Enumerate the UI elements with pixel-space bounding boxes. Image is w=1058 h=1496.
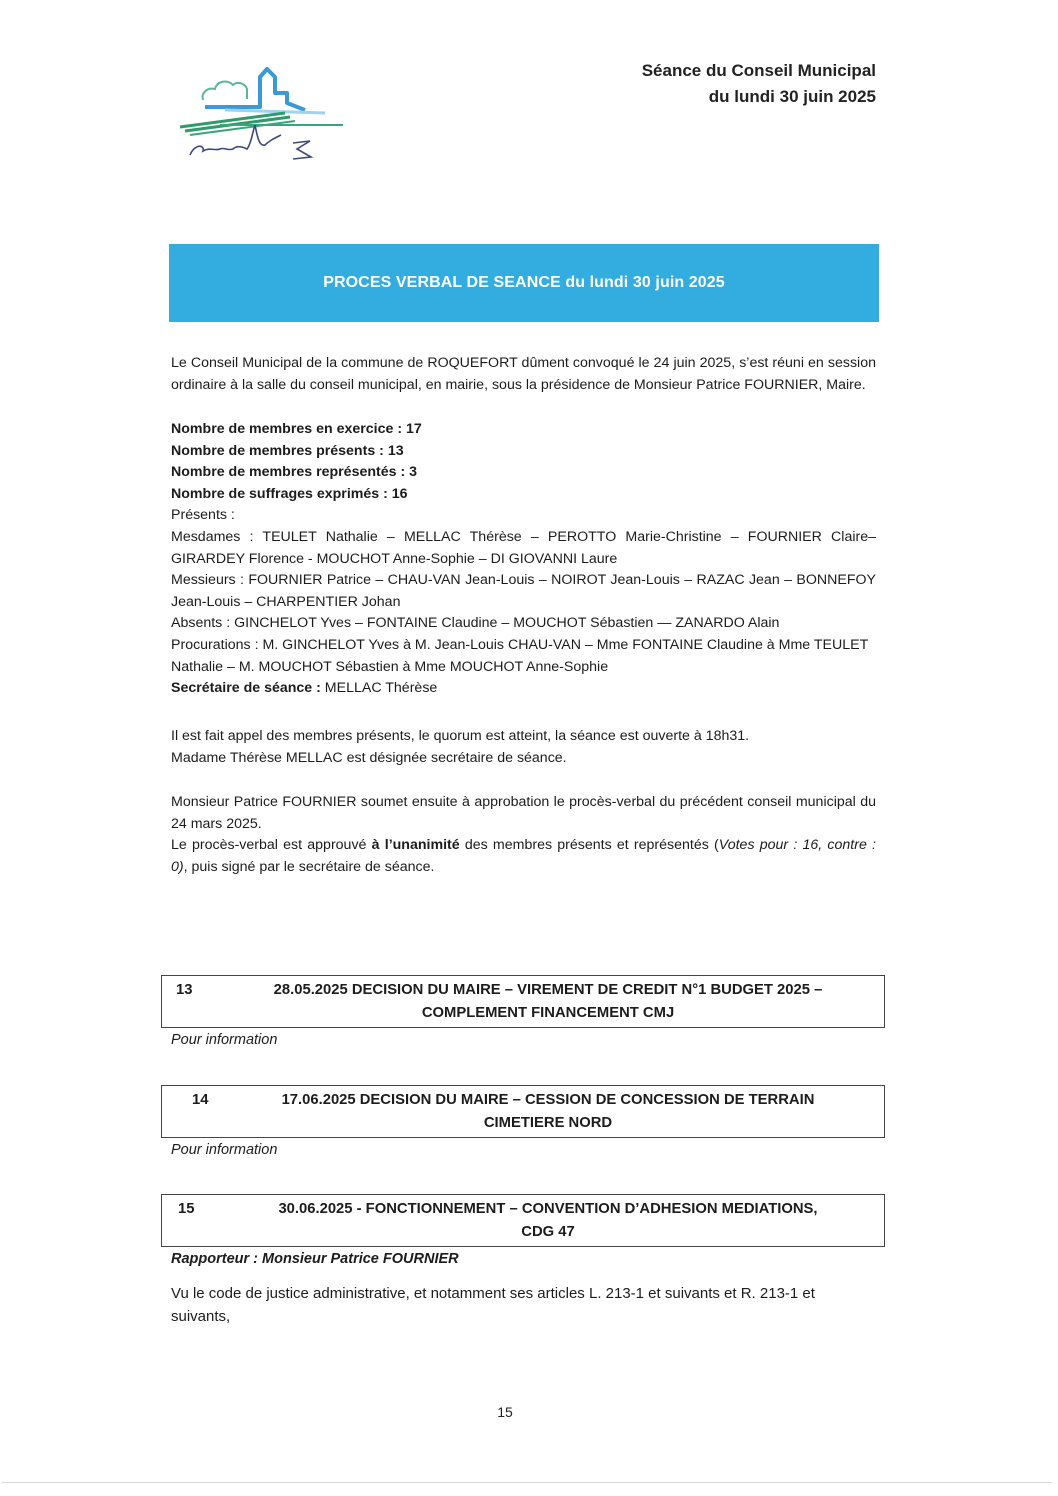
minutes-banner xyxy=(169,244,879,322)
logo-graphic-icon xyxy=(165,55,355,165)
stat-members-in-office: Nombre de membres en exercice : 17 xyxy=(171,421,422,437)
item-14-note: Pour information xyxy=(171,1142,278,1158)
secretary-line: Secrétaire de séance : MELLAC Thérèse xyxy=(171,680,438,697)
item-15-rapporteur: Rapporteur : Monsieur Patrice FOURNIER xyxy=(171,1251,459,1267)
item-title-line2: CDG 47 xyxy=(521,1224,575,1240)
stat-members-represented: Nombre de membres représentés : 3 xyxy=(171,464,418,481)
intro-text: Le Conseil Municipal de la commune de ROQUEFORT dûment convoqué le 24 juin 2025, s’est réuni en session ordinaire à la salle du conseil municipal, en mairie, sous la présidence de Monsieur Patrice FOURNIER, Maire. xyxy=(171,355,876,393)
agenda-item-15 xyxy=(161,1194,885,1247)
mesdames-list: Mesdames : TEULET Nathalie – MELLAC Thérèse – PEROTTO Marie-Christine – FOURNIER Claire– GIRARDEY Florence - MOUCHOT Anne-Sophie – DI GIOVANNI Laure xyxy=(171,528,876,567)
item-number: 14 xyxy=(192,1092,209,1108)
scan-edge-line xyxy=(2,1482,1052,1483)
item-title-line2: CIMETIERE NORD xyxy=(483,1115,613,1131)
session-header xyxy=(642,58,876,110)
presents-label: Présents : xyxy=(171,507,235,524)
agenda-item-13 xyxy=(161,975,885,1028)
page-number: 15 xyxy=(497,1404,513,1420)
item-title-line1: 17.06.2025 DECISION DU MAIRE – CESSION DE CONCESSION DE TERRAIN xyxy=(281,1092,815,1108)
intro-paragraph xyxy=(171,353,876,396)
agenda-item-14 xyxy=(161,1085,885,1138)
attendance-block xyxy=(171,419,876,700)
approval-line1: Monsieur Patrice FOURNIER soumet ensuite à approbation le procès-verbal du précédent conseil municipal du 24 mars 2025. xyxy=(171,794,876,832)
item-title-line2: COMPLEMENT FINANCEMENT CMJ xyxy=(421,1005,675,1021)
opening-line1: Il est fait appel des membres présents, le quorum est atteint, la séance est ouverte à 18h31. xyxy=(171,728,750,744)
absents-list: Absents : GINCHELOT Yves – FONTAINE Claudine – MOUCHOT Sébastien — ZANARDO Alain xyxy=(171,615,780,632)
procurations-list: Procurations : M. GINCHELOT Yves à M. Jean-Louis CHAU-VAN – Mme FONTAINE Claudine à Mme TEULET Nathalie – M. MOUCHOT Sébastien à Mme MOUCHOT Anne-Sophie xyxy=(171,636,868,675)
item-number: 13 xyxy=(176,982,193,998)
item-number: 15 xyxy=(178,1201,195,1217)
session-title-line1: Séance du Conseil Municipal xyxy=(641,61,876,80)
roquefort-logo xyxy=(165,55,355,165)
stat-members-present: Nombre de membres présents : 13 xyxy=(171,442,404,459)
item-title-line1: 30.06.2025 - FONCTIONNEMENT – CONVENTION D’ADHESION MEDIATIONS, xyxy=(278,1201,818,1217)
item-title-line1: 28.05.2025 DECISION DU MAIRE – VIREMENT DE CREDIT N°1 BUDGET 2025 – xyxy=(273,982,823,998)
item-15-body: Vu le code de justice administrative, et notamment ses articles L. 213-1 et suivants et R. 213-1 et suivants, xyxy=(171,1285,815,1325)
approval-line2: Le procès-verbal est approuvé à l’unanimité des membres présents et représentés (Votes pour : 16, contre : 0), puis signé par le secrétaire de séance. xyxy=(171,837,876,875)
approval-block xyxy=(171,792,876,878)
opening-line2: Madame Thérèse MELLAC est désignée secrétaire de séance. xyxy=(171,749,567,766)
stat-votes-cast: Nombre de suffrages exprimés : 16 xyxy=(171,485,408,502)
opening-block xyxy=(171,726,876,769)
messieurs-list: Messieurs : FOURNIER Patrice – CHAU-VAN Jean-Louis – NOIROT Jean-Louis – RAZAC Jean – BONNEFOY Jean-Louis – CHARPENTIER Johan xyxy=(171,572,876,610)
session-title-line2: du lundi 30 juin 2025 xyxy=(708,87,876,106)
item-13-note: Pour information xyxy=(171,1032,278,1048)
banner-title: PROCES VERBAL DE SEANCE du lundi 30 juin 2025 xyxy=(323,274,725,291)
